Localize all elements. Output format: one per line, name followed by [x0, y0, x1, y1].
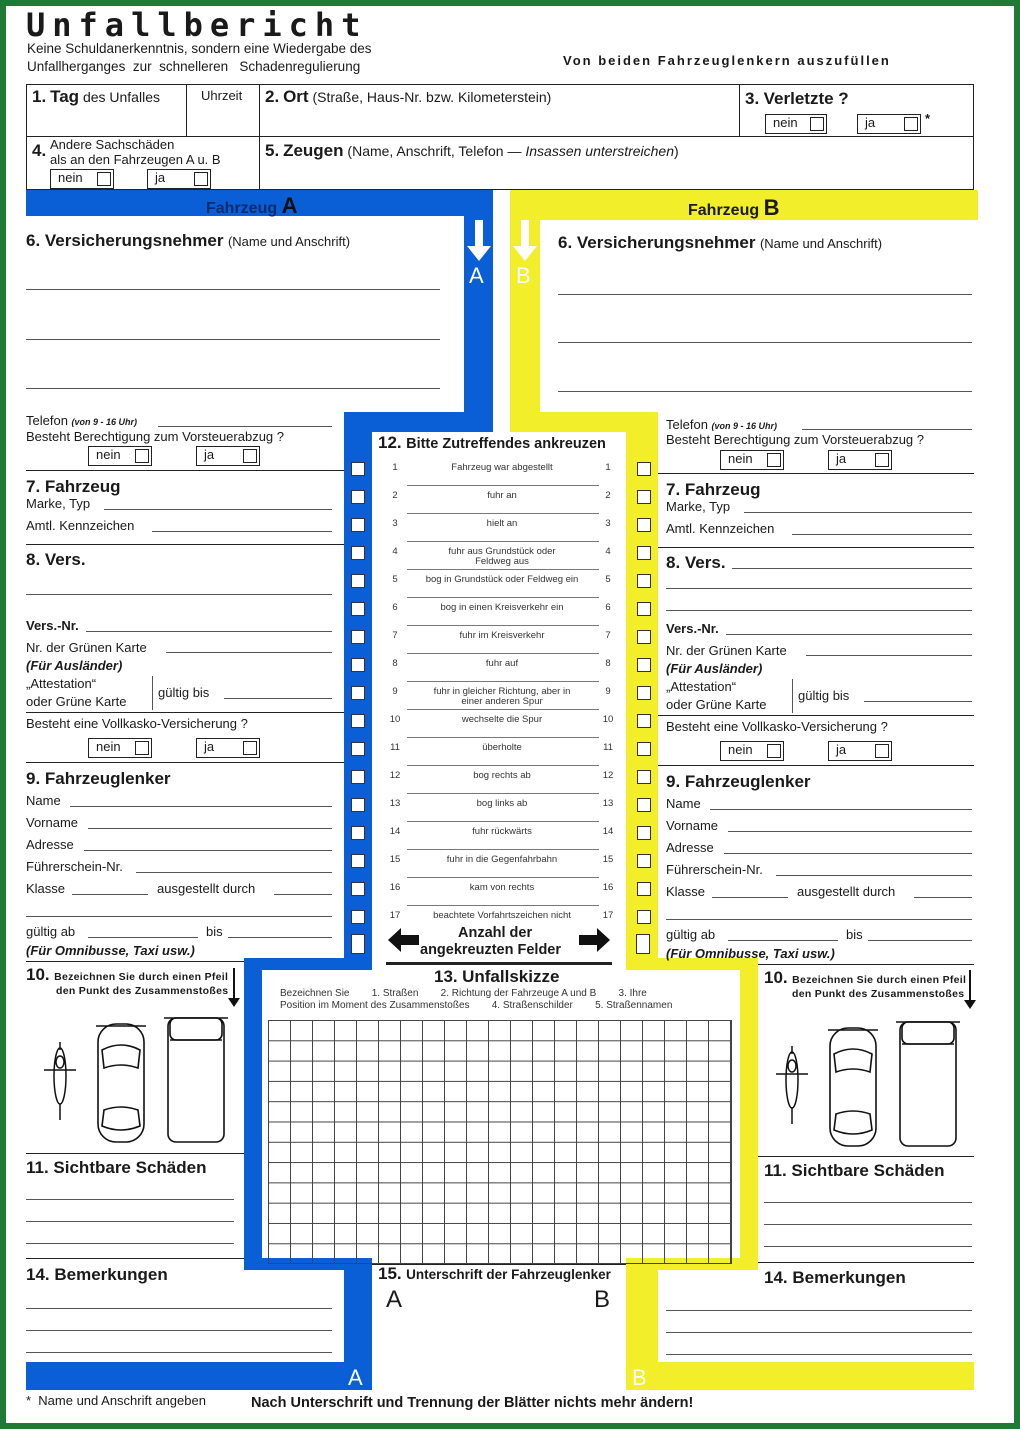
b-gueltig-ab-label: gültig ab: [666, 927, 716, 942]
circumstance-label: hielt an: [486, 518, 518, 529]
circumstance-number-a: 16: [389, 882, 401, 893]
other-damage-ja-checkbox[interactable]: ja: [147, 169, 211, 189]
circumstance-label: fuhr in die Gegenfahrbahn: [446, 854, 558, 865]
a-kennzeichen-label: Amtl. Kennzeichen: [26, 518, 135, 533]
a-gueltig-bis-label: gültig bis: [158, 685, 210, 700]
sketch-hint-1: Bezeichnen Sie 1. Straßen 2. Richtung der Fahrzeuge A und B 3. Ihre: [280, 988, 647, 999]
a-vollkasko-ja-checkbox[interactable]: ja: [196, 738, 260, 758]
b-count-box[interactable]: [636, 934, 650, 954]
circumstance-row: [351, 489, 652, 517]
a-section-14-title: 14. Bemerkungen: [26, 1265, 168, 1284]
circumstance-number-a: 6: [392, 602, 398, 613]
b-omnibus-label: (Für Omnibusse, Taxi usw.): [666, 946, 835, 961]
signature-b[interactable]: B: [594, 1286, 611, 1313]
footer-warning: Nach Unterschrift und Trennung der Blätter nichts mehr ändern!: [251, 1395, 694, 1411]
b-section-9-title: 9. Fahrzeuglenker: [666, 772, 811, 791]
circumstance-label: Fahrzeug war abgestellt: [451, 462, 553, 473]
circumstance-row: [351, 769, 652, 797]
a-section-11-title: 11. Sichtbare Schäden: [26, 1158, 207, 1177]
b-vorsteuer-nein-checkbox[interactable]: nein: [720, 450, 784, 470]
vehicle-a-band-label: Fahrzeug A: [206, 193, 298, 218]
a-section-8-title: 8. Vers.: [26, 550, 86, 569]
b-section-11-title: 11. Sichtbare Schäden: [764, 1161, 945, 1180]
a-omnibus-label: (Für Omnibusse, Taxi usw.): [26, 943, 195, 958]
injured-footnote-star: *: [925, 111, 931, 126]
subtitle-line-2: Unfallherganges zur schnelleren Schadenregulierung: [27, 59, 361, 74]
circumstance-number-b: 8: [605, 658, 611, 669]
checkbox-square-icon: [904, 117, 918, 131]
circumstance-row: [351, 601, 652, 629]
circumstance-label: fuhr auf: [485, 658, 519, 669]
circumstance-row: [351, 629, 652, 657]
circumstance-number-a: 11: [390, 742, 400, 753]
b-circumstance-checkbox[interactable]: [637, 770, 651, 784]
field-5-witnesses[interactable]: 5. Zeugen (Name, Anschrift, Telefon — Insassen unterstreichen): [265, 141, 679, 160]
circumstance-number-a: 7: [392, 630, 398, 641]
vehicle-a-arrow-letter: A: [469, 263, 484, 288]
a-bottom-letter: A: [348, 1365, 363, 1390]
arrow-left-icon: [388, 928, 420, 952]
a-name-label: Name: [26, 793, 61, 808]
circumstance-row: [351, 825, 652, 853]
b-gueltig-bis-label: gültig bis: [798, 688, 850, 703]
motorcycle-icon: [44, 1042, 76, 1120]
a-telefon-label: Telefon (von 9 - 16 Uhr): [26, 413, 138, 428]
b-vollkasko-ja-checkbox[interactable]: ja: [828, 741, 892, 761]
circumstance-label: bog in einen Kreisverkehr ein: [440, 602, 564, 613]
a-circumstance-checkbox[interactable]: [351, 658, 365, 672]
a-marke-label: Marke, Typ: [26, 496, 91, 511]
circumstance-number-b: 15: [602, 854, 614, 865]
circumstance-number-b: 1: [605, 462, 611, 473]
car-icon: [96, 1024, 146, 1142]
circumstance-number-b: 4: [605, 546, 611, 557]
a-attestation-label: „Attestation“: [26, 676, 97, 691]
circumstance-label: fuhr rückwärts: [472, 826, 532, 837]
circumstance-number-b: 11: [603, 742, 613, 753]
b-section-7-title: 7. Fahrzeug: [666, 480, 761, 499]
circumstance-number-b: 16: [602, 882, 614, 893]
b-circumstance-checkbox[interactable]: [637, 714, 651, 728]
b-vollkasko-nein-checkbox[interactable]: nein: [720, 741, 784, 761]
a-section-9-title: 9. Fahrzeuglenker: [26, 769, 171, 788]
b-section-6-title: 6. Versicherungsnehmer (Name und Anschrift): [558, 233, 883, 252]
a-gueltig-ab-label: gültig ab: [26, 924, 76, 939]
circumstance-number-a: 12: [389, 770, 401, 781]
both-drivers-note: Von beiden Fahrzeuglenkern auszufüllen: [563, 53, 891, 68]
b-circumstance-checkbox[interactable]: [637, 826, 651, 840]
subtitle-line-1: Keine Schuldanerkenntnis, sondern eine Wiedergabe des: [27, 41, 372, 56]
circumstance-number-a: 17: [389, 910, 401, 921]
b-name-label: Name: [666, 796, 701, 811]
b-oder-gruene-label: oder Grüne Karte: [666, 697, 767, 712]
b-circumstance-checkbox[interactable]: [637, 854, 651, 868]
circumstance-number-a: 15: [389, 854, 401, 865]
circumstance-label: fuhr im Kreisverkehr: [459, 630, 545, 641]
checkbox-square-icon: [810, 117, 824, 131]
circumstance-row: [351, 657, 652, 685]
b-circumstance-checkbox[interactable]: [637, 546, 651, 560]
vehicle-b-band-label: Fahrzeug B: [688, 195, 780, 220]
circumstance-number-a: 9: [392, 686, 398, 697]
circumstance-number-b: 2: [605, 490, 611, 501]
a-circumstance-checkbox[interactable]: [351, 770, 365, 784]
b-vorsteuer-question: Besteht Berechtigung zum Vorsteuerabzug ?: [666, 432, 924, 447]
circumstance-row: [351, 545, 652, 573]
b-telefon-label: Telefon (von 9 - 16 Uhr): [666, 417, 778, 432]
b-circumstance-checkbox[interactable]: [637, 798, 651, 812]
b-ausgestellt-label: ausgestellt durch: [797, 884, 896, 899]
circumstance-number-b: 5: [605, 574, 611, 585]
a-circumstance-checkbox[interactable]: [351, 490, 365, 504]
vehicle-a-bottom-band: [26, 1362, 372, 1390]
b-section-14-title: 14. Bemerkungen: [764, 1268, 906, 1287]
b-auslaender-label: (Für Ausländer): [666, 661, 763, 676]
a-circumstance-checkbox[interactable]: [351, 742, 365, 756]
vehicle-b-bottom-band: [626, 1362, 974, 1390]
a-section-6-title: 6. Versicherungsnehmer (Name und Anschrift): [26, 231, 351, 250]
signature-a[interactable]: A: [386, 1286, 403, 1313]
circumstance-row: [351, 797, 652, 825]
a-vorsteuer-nein-checkbox[interactable]: nein: [88, 446, 152, 466]
b-fuehrerschein-label: Führerschein-Nr.: [666, 862, 763, 877]
circumstance-label: bog links ab: [476, 798, 528, 809]
circumstance-number-b: 10: [602, 714, 614, 725]
circumstance-number-b: 17: [602, 910, 614, 921]
b-circumstance-checkbox[interactable]: [637, 742, 651, 756]
circumstance-label: beachtete Vorfahrtszeichen nicht: [433, 910, 571, 921]
a-circumstance-checkbox[interactable]: [351, 518, 365, 532]
circumstance-row: [351, 685, 652, 713]
field-4-number: 4.: [32, 141, 47, 160]
a-vollkasko-question: Besteht eine Vollkasko-Versicherung ?: [26, 716, 248, 731]
circumstance-label: bog in Grundstück oder Feldweg ein: [425, 574, 579, 585]
circumstance-number-a: 3: [392, 518, 398, 529]
checkbox-square-icon: [767, 453, 781, 467]
b-versnr-label: Vers.-Nr.: [666, 621, 719, 636]
b-marke-label: Marke, Typ: [666, 499, 731, 514]
form-title: Unfallbericht: [26, 6, 368, 44]
vehicle-b-arrow-letter: B: [516, 263, 531, 288]
circumstance-row: [351, 881, 652, 909]
field-1-date[interactable]: 1. Tag des Unfalles: [32, 87, 160, 106]
circumstance-number-a: 1: [392, 462, 398, 473]
field-4-label-1: Andere Sachschäden: [50, 137, 175, 152]
count-label-line-1: Anzahl der: [458, 925, 533, 941]
checkbox-square-icon: [135, 449, 149, 463]
circumstance-row: [351, 461, 652, 489]
b-adresse-label: Adresse: [666, 840, 714, 855]
injured-ja-checkbox[interactable]: ja: [857, 114, 921, 134]
b-klasse-label: Klasse: [666, 884, 706, 899]
b-vorsteuer-ja-checkbox[interactable]: ja: [828, 450, 892, 470]
a-fuehrerschein-label: Führerschein-Nr.: [26, 859, 123, 874]
circumstance-label: überholte: [482, 742, 522, 753]
circumstance-label: kam von rechts: [469, 882, 535, 893]
a-auslaender-label: (Für Ausländer): [26, 658, 123, 673]
a-ausgestellt-label: ausgestellt durch: [157, 881, 256, 896]
circumstance-number-a: 10: [389, 714, 401, 725]
a-circumstance-checkbox[interactable]: [351, 546, 365, 560]
b-circumstance-checkbox[interactable]: [637, 490, 651, 504]
a-section-10-title: 10. Bezeichnen Sie durch einen Pfeil: [26, 965, 229, 984]
field-3-injured: 3. Verletzte ?: [745, 89, 849, 108]
circumstance-number-a: 2: [392, 490, 398, 501]
count-label-line-2: angekreuzten Felder: [420, 942, 562, 958]
a-circumstance-checkbox[interactable]: [351, 714, 365, 728]
vehicle-diagrams-b[interactable]: [768, 1014, 968, 1150]
truck-icon: [164, 1018, 228, 1142]
arrow-right-icon: [578, 928, 610, 952]
checkbox-square-icon: [97, 172, 111, 186]
checkbox-square-icon: [875, 453, 889, 467]
motorcycle-icon: [776, 1046, 808, 1124]
circumstances-title: 12. Bitte Zutreffendes ankreuzen: [378, 433, 606, 452]
b-circumstance-checkbox[interactable]: [637, 658, 651, 672]
b-circumstance-checkbox[interactable]: [637, 574, 651, 588]
field-4-label-2: als an den Fahrzeugen A u. B: [50, 152, 221, 167]
circumstance-row: [351, 573, 652, 601]
field-1-time[interactable]: Uhrzeit: [201, 88, 243, 103]
circumstance-label: wechselte die Spur: [461, 714, 543, 725]
checkbox-square-icon: [135, 741, 149, 755]
circumstance-number-a: 5: [392, 574, 398, 585]
vehicle-diagrams-a[interactable]: [36, 1010, 236, 1146]
a-count-box[interactable]: [351, 934, 365, 954]
circumstance-number-a: 14: [389, 826, 401, 837]
checkbox-square-icon: [875, 744, 889, 758]
car-icon: [828, 1028, 878, 1146]
truck-icon: [896, 1022, 960, 1146]
arrow-down-icon: [227, 968, 241, 1008]
a-circumstance-checkbox[interactable]: [351, 574, 365, 588]
circumstance-row: [351, 517, 652, 545]
circumstance-row: [351, 713, 652, 741]
a-circumstance-checkbox[interactable]: [351, 462, 365, 476]
a-versnr-label: Vers.-Nr.: [26, 618, 79, 633]
circumstance-number-b: 12: [602, 770, 614, 781]
circumstance-number-b: 6: [605, 602, 611, 613]
b-gruene-karte-label: Nr. der Grünen Karte: [666, 643, 787, 658]
arrow-down-icon: [963, 970, 977, 1010]
circumstance-row: [351, 741, 652, 769]
circumstance-label: fuhr in gleicher Richtung, aber in einer anderen Spur: [433, 686, 571, 707]
a-circumstance-checkbox[interactable]: [351, 798, 365, 812]
a-circumstance-checkbox[interactable]: [351, 602, 365, 616]
checkbox-square-icon: [194, 172, 208, 186]
b-circumstance-checkbox[interactable]: [637, 882, 651, 896]
a-bis-label: bis: [206, 924, 223, 939]
a-oder-gruene-label: oder Grüne Karte: [26, 694, 127, 709]
a-vorname-label: Vorname: [26, 815, 79, 830]
b-bottom-letter: B: [632, 1365, 647, 1390]
b-vorname-label: Vorname: [666, 818, 719, 833]
checkbox-square-icon: [767, 744, 781, 758]
a-vorsteuer-ja-checkbox[interactable]: ja: [196, 446, 260, 466]
arrow-down-icon: [512, 220, 538, 262]
b-circumstance-checkbox[interactable]: [637, 462, 651, 476]
accident-sketch-grid[interactable]: [268, 1020, 732, 1264]
a-vorsteuer-question: Besteht Berechtigung zum Vorsteuerabzug ?: [26, 429, 284, 444]
a-vollkasko-nein-checkbox[interactable]: nein: [88, 738, 152, 758]
circumstance-number-b: 14: [602, 826, 614, 837]
b-circumstance-checkbox[interactable]: [637, 602, 651, 616]
checkbox-square-icon: [243, 741, 257, 755]
a-section-10-line2: den Punkt des Zusammenstoßes: [56, 985, 229, 997]
circumstance-label: fuhr aus Grundstück oder Feldweg aus: [448, 546, 556, 567]
b-bis-label: bis: [846, 927, 863, 942]
circumstance-row: [351, 853, 652, 881]
circumstance-number-b: 3: [605, 518, 611, 529]
a-klasse-label: Klasse: [26, 881, 66, 896]
circumstance-label: fuhr an: [487, 490, 517, 501]
circumstance-number-a: 8: [392, 658, 398, 669]
a-circumstance-checkbox[interactable]: [351, 910, 365, 924]
signature-title: 15. Unterschrift der Fahrzeuglenker: [378, 1264, 611, 1283]
circumstance-number-b: 7: [605, 630, 611, 641]
b-circumstance-checkbox[interactable]: [637, 518, 651, 532]
footer-star-note: * Name und Anschrift angeben: [26, 1393, 206, 1408]
b-section-10-line2: den Punkt des Zusammenstoßes: [792, 988, 965, 1000]
arrow-down-icon: [466, 220, 492, 262]
b-circumstance-checkbox[interactable]: [637, 686, 651, 700]
b-circumstance-checkbox[interactable]: [637, 910, 651, 924]
b-section-8-title: 8. Vers.: [666, 553, 726, 572]
field-2-location[interactable]: 2. Ort (Straße, Haus-Nr. bzw. Kilometerstein): [265, 87, 552, 106]
sketch-hint-2: Position im Moment des Zusammenstoßes 4. Straßenschilder 5. Straßennamen: [280, 1000, 673, 1011]
circumstance-number-b: 13: [602, 798, 614, 809]
a-circumstance-checkbox[interactable]: [351, 854, 365, 868]
accident-report-form: [6, 6, 1014, 1423]
b-attestation-label: „Attestation“: [666, 679, 737, 694]
b-kennzeichen-label: Amtl. Kennzeichen: [666, 521, 775, 536]
a-circumstance-checkbox[interactable]: [351, 686, 365, 700]
a-section-7-title: 7. Fahrzeug: [26, 477, 121, 496]
circumstance-number-a: 13: [389, 798, 401, 809]
b-circumstance-checkbox[interactable]: [637, 630, 651, 644]
circumstance-label: bog rechts ab: [473, 770, 531, 781]
sketch-title: 13. Unfallskizze: [434, 967, 560, 986]
a-adresse-label: Adresse: [26, 837, 74, 852]
b-vollkasko-question: Besteht eine Vollkasko-Versicherung ?: [666, 719, 888, 734]
a-circumstance-checkbox[interactable]: [351, 882, 365, 896]
circumstance-number-b: 9: [605, 686, 611, 697]
injured-nein-checkbox[interactable]: nein: [765, 114, 827, 134]
a-circumstance-checkbox[interactable]: [351, 630, 365, 644]
b-section-10-title: 10. Bezeichnen Sie durch einen Pfeil: [764, 968, 967, 987]
other-damage-nein-checkbox[interactable]: nein: [50, 169, 114, 189]
a-circumstance-checkbox[interactable]: [351, 826, 365, 840]
circumstance-number-a: 4: [392, 546, 398, 557]
checkbox-square-icon: [243, 449, 257, 463]
a-gruene-karte-label: Nr. der Grünen Karte: [26, 640, 147, 655]
